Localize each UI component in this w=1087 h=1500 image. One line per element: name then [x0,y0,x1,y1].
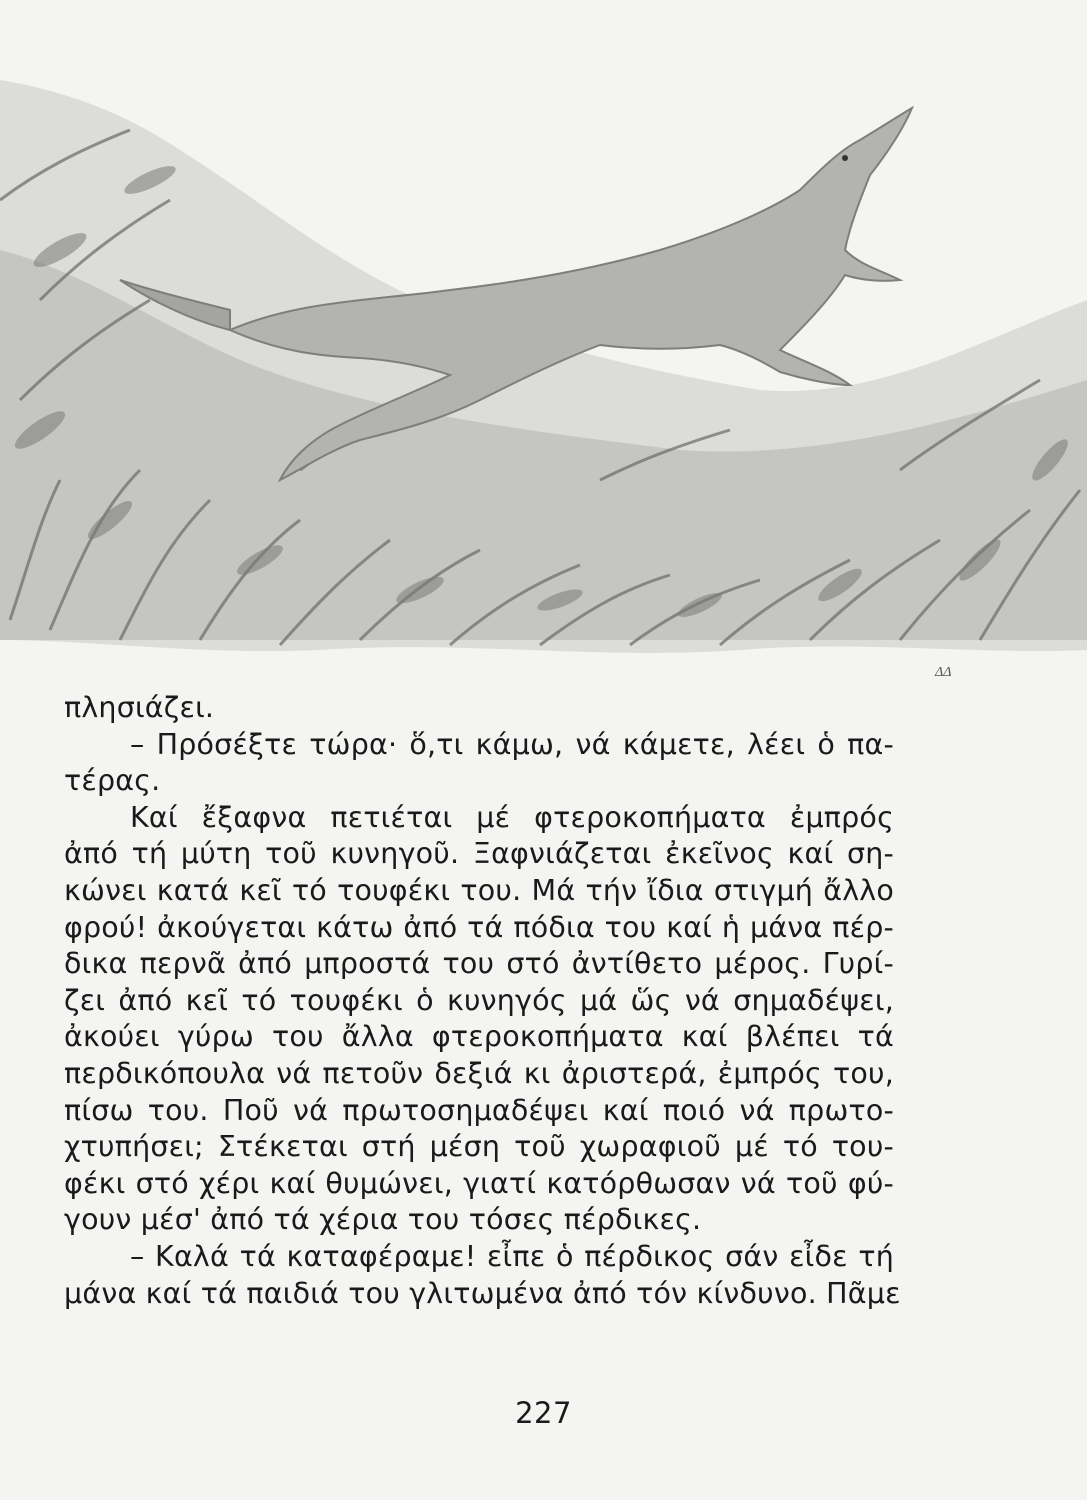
fox-eye [842,155,848,161]
text-line: ἀκούει γύρω του ἄλλα φτεροκοπήματα καί βλέπει τά [64,1020,894,1054]
fox-illustration [0,0,1087,680]
text-line: κώνει κατά κεῖ τό τουφέκι του. Μά τήν ἴδια στιγμή ἄλλο [64,873,894,907]
fox-grass-drawing [0,0,1087,680]
text-line: Καί ἔξαφνα πετιέται μέ φτεροκοπήματα ἐμπρός [130,800,894,834]
text-line: πίσω του. Ποῦ νά πρωτοσημαδέψει καί ποιό νά πρωτο- [64,1093,894,1127]
text-line: φρού! ἀκούγεται κάτω ἀπό τά πόδια του καί ἡ μάνα πέρ- [64,910,894,944]
text-line: πλησιάζει. [64,691,215,724]
text-line: γουν μέσ' ἀπό τά χέρια του τόσες πέρδικες. [64,1203,702,1237]
text-line: μάνα καί τά παιδιά του γλιτωμένα ἀπό τόν κίνδυνο. Πᾶμε [64,1276,901,1310]
text-line: ἀπό τή μύτη τοῦ κυνηγοῦ. Ξαφνιάζεται ἐκεῖνος καί ση- [64,837,894,871]
artist-signature: ΔΔ [935,665,952,680]
text-line: χτυπήσει; Στέκεται στή μέση τοῦ χωραφιοῦ μέ τό του- [64,1130,894,1164]
text-line: δικα περνᾶ ἀπό μπροστά του στό ἀντίθετο μέρος. Γυρί- [64,947,894,981]
text-line: – Πρόσέξτε τώρα· ὅ,τι κάμω, νά κάμετε, λέει ὁ πα- [130,727,894,761]
text-line: τέρας. [64,764,161,798]
text-line: – Καλά τά καταφέραμε! εἶπε ὁ πέρδικος σάν εἶδε τή [130,1239,894,1273]
body-text [64,690,901,1312]
text-line: ζει ἀπό κεῖ τό τουφέκι ὁ κυνηγός μά ὥς νά σημαδέψει, [64,983,894,1017]
text-line: περδικόπουλα νά πετοῦν δεξιά κι ἀριστερά, ἐμπρός του, [64,1056,894,1090]
page-number: 227 [515,1396,572,1430]
text-line: φέκι στό χέρι καί θυμώνει, γιατί κατόρθωσαν νά τοῦ φύ- [64,1166,894,1200]
